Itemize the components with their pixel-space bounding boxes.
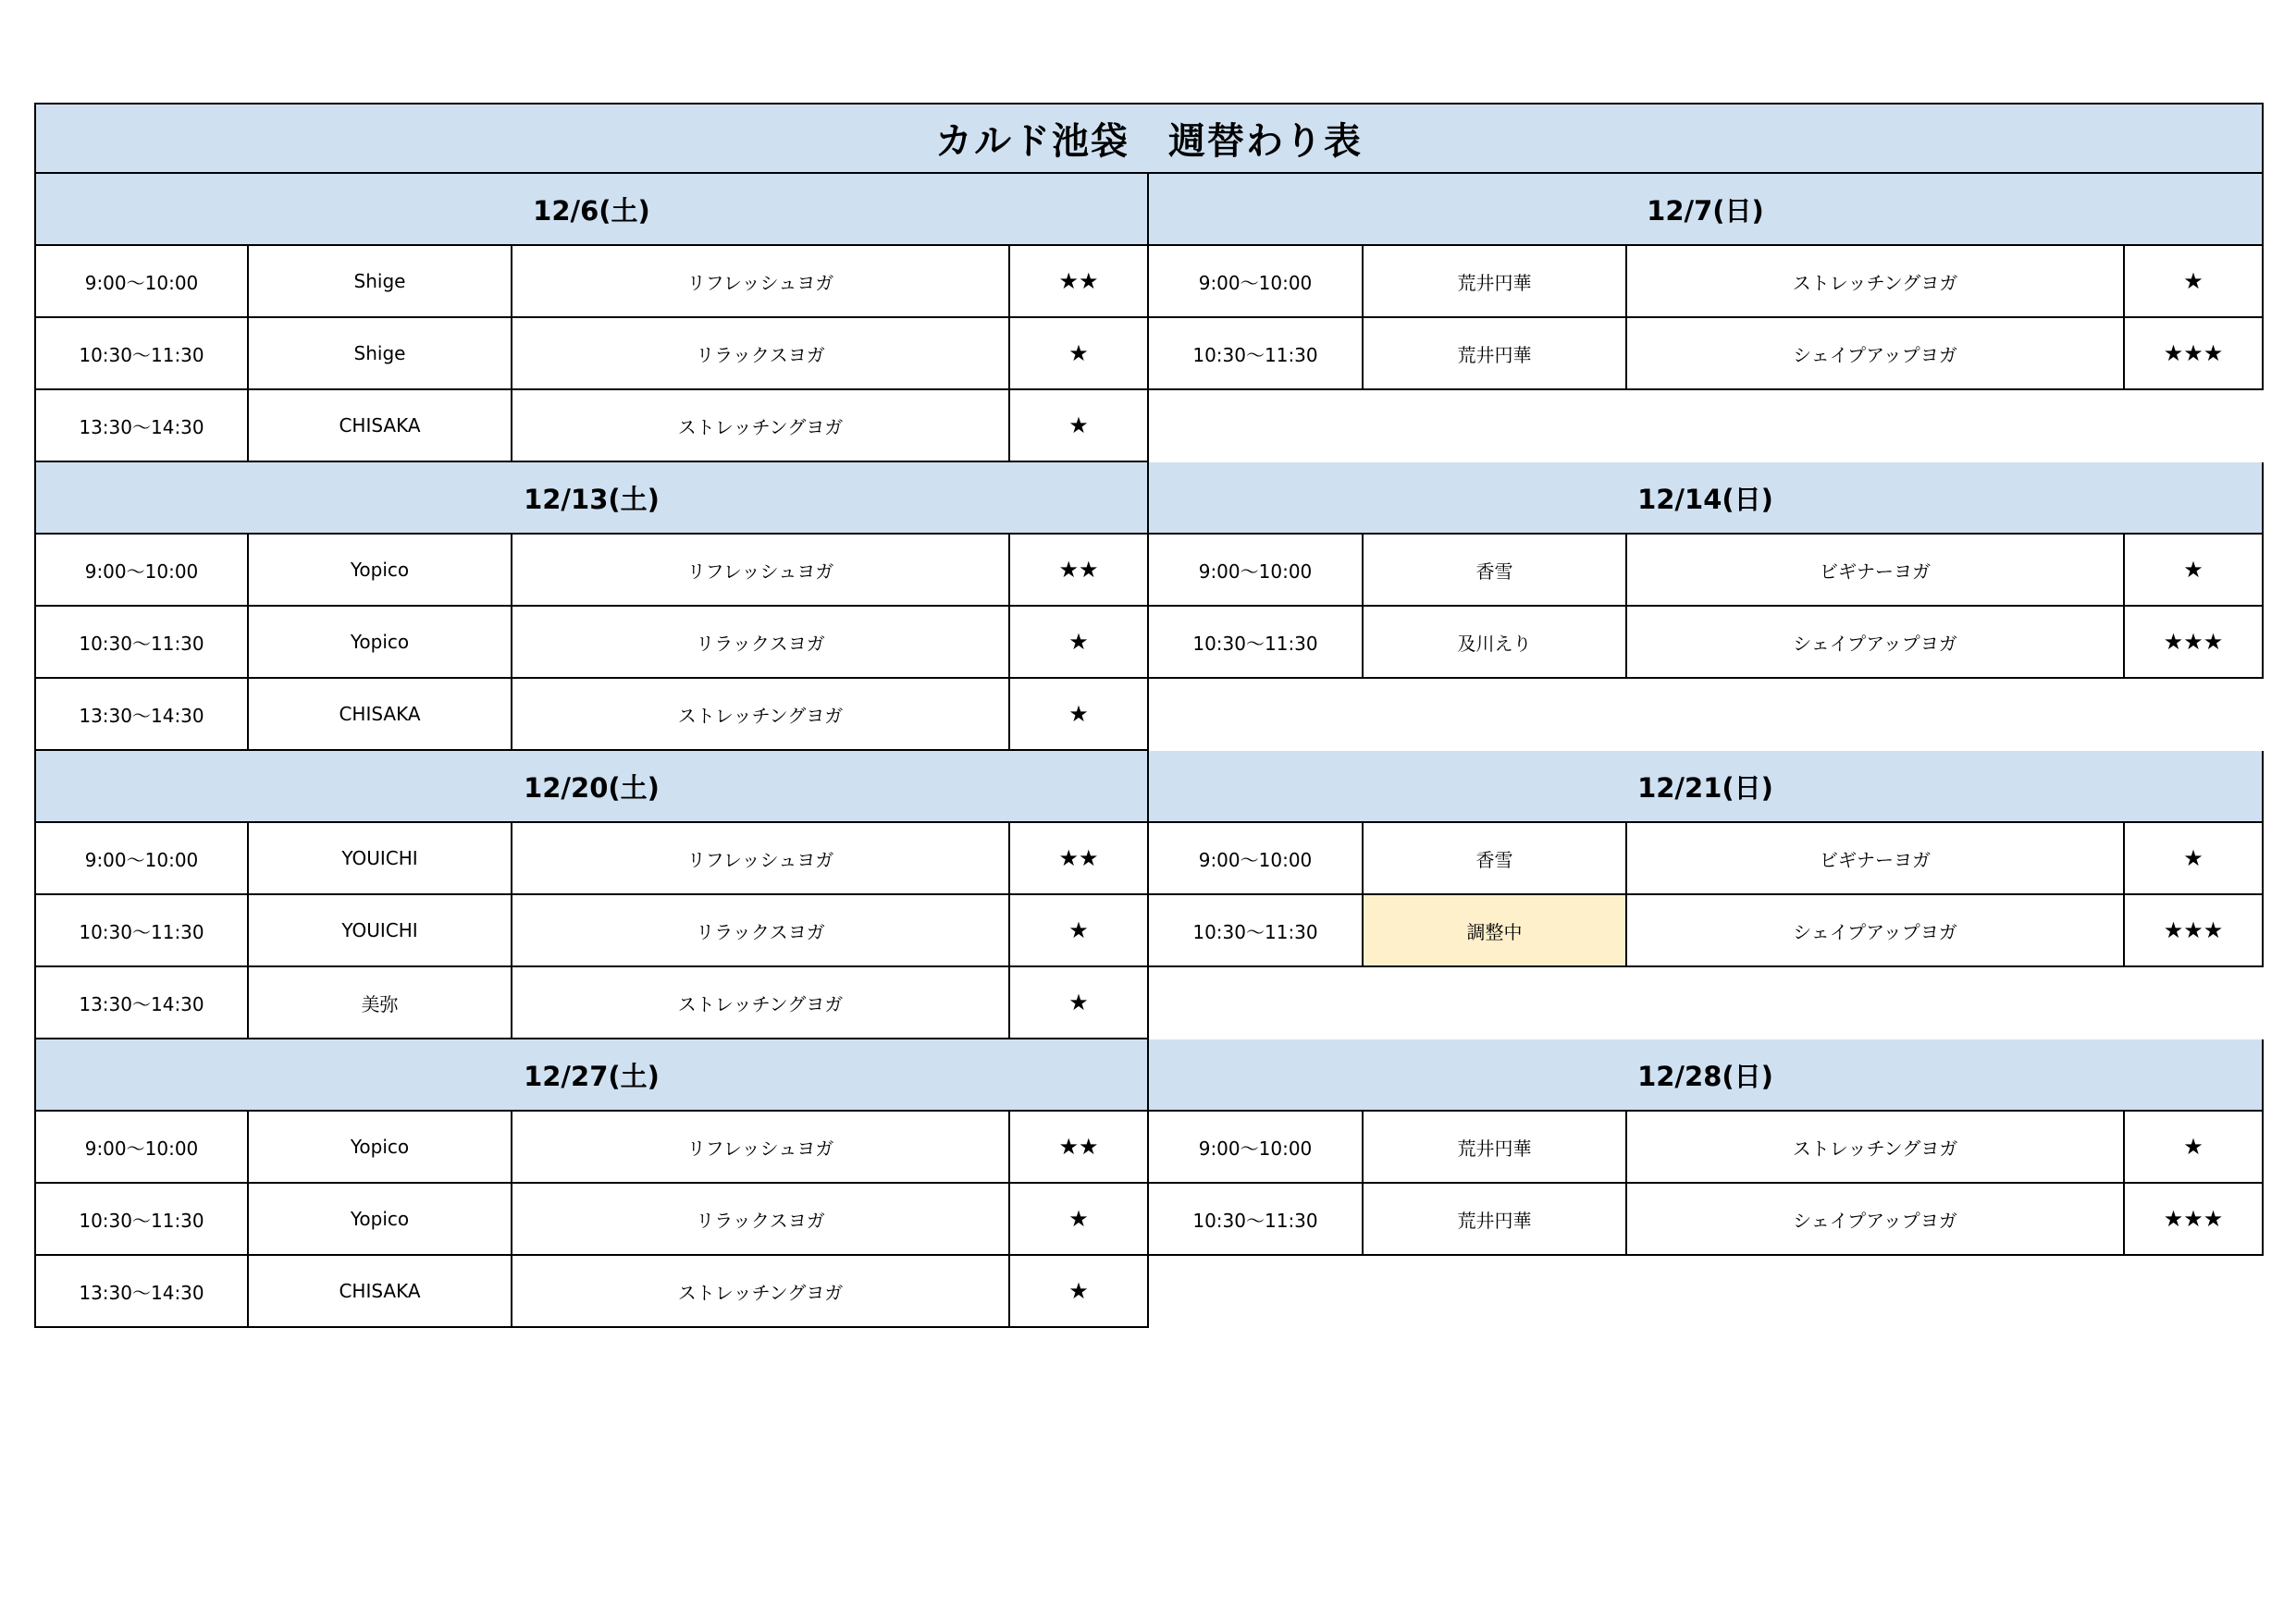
instructor-cell: CHISAKA	[249, 390, 512, 462]
class-name-cell: リフレッシュヨガ	[512, 823, 1010, 895]
sunday-column	[1149, 1039, 2264, 1328]
level-cell: ★	[1010, 318, 1149, 390]
level-cell: ★	[2125, 823, 2264, 895]
instructor-cell: Yopico	[249, 607, 512, 679]
schedule-row	[34, 246, 1149, 318]
empty-row	[1149, 679, 2264, 751]
class-name-cell: リラックスヨガ	[512, 895, 1010, 967]
time-cell: 9:00～10:00	[34, 246, 249, 318]
instructor-cell: Shige	[249, 318, 512, 390]
instructor-cell: 荒井円華	[1364, 318, 1627, 390]
schedule-row	[34, 390, 1149, 462]
time-cell: 10:30～11:30	[34, 318, 249, 390]
time-cell: 10:30～11:30	[1149, 1184, 1364, 1256]
week-block	[34, 1039, 2264, 1328]
class-name-cell: リラックスヨガ	[512, 607, 1010, 679]
class-name-cell: ストレッチングヨガ	[512, 967, 1010, 1039]
day-header: 12/14(日)	[1149, 462, 2264, 535]
class-name-cell: シェイプアップヨガ	[1627, 895, 2125, 967]
instructor-cell: Yopico	[249, 1112, 512, 1184]
instructor-cell: Yopico	[249, 1184, 512, 1256]
level-cell: ★	[1010, 967, 1149, 1039]
time-cell: 9:00～10:00	[34, 1112, 249, 1184]
class-name-cell: ストレッチングヨガ	[1627, 246, 2125, 318]
class-name-cell: シェイプアップヨガ	[1627, 1184, 2125, 1256]
day-header: 12/21(日)	[1149, 751, 2264, 823]
class-name-cell: リフレッシュヨガ	[512, 535, 1010, 607]
level-cell: ★	[1010, 895, 1149, 967]
week-block	[34, 462, 2264, 751]
instructor-cell: CHISAKA	[249, 1256, 512, 1328]
schedule-row	[34, 607, 1149, 679]
time-cell: 13:30～14:30	[34, 1256, 249, 1328]
instructor-cell: 荒井円華	[1364, 1184, 1627, 1256]
schedule-row	[1149, 895, 2264, 967]
time-cell: 10:30～11:30	[34, 895, 249, 967]
time-cell: 10:30～11:30	[1149, 607, 1364, 679]
time-cell: 10:30～11:30	[1149, 318, 1364, 390]
schedule-row	[34, 895, 1149, 967]
schedule-row	[34, 823, 1149, 895]
page-title: カルド池袋 週替わり表	[34, 103, 2264, 174]
saturday-column	[34, 462, 1149, 751]
time-cell: 13:30～14:30	[34, 967, 249, 1039]
instructor-cell: 香雪	[1364, 823, 1627, 895]
level-cell: ★	[2125, 1112, 2264, 1184]
time-cell: 9:00～10:00	[1149, 535, 1364, 607]
schedule-row	[1149, 607, 2264, 679]
schedule-row	[34, 318, 1149, 390]
class-name-cell: ストレッチングヨガ	[512, 1256, 1010, 1328]
class-name-cell: シェイプアップヨガ	[1627, 318, 2125, 390]
schedule-sheet	[34, 103, 2264, 1328]
level-cell: ★★	[1010, 1112, 1149, 1184]
schedule-row	[1149, 246, 2264, 318]
sunday-column	[1149, 462, 2264, 751]
saturday-column	[34, 751, 1149, 1039]
instructor-cell: Shige	[249, 246, 512, 318]
time-cell: 10:30～11:30	[1149, 895, 1364, 967]
level-cell: ★★★	[2125, 895, 2264, 967]
class-name-cell: ストレッチングヨガ	[512, 679, 1010, 751]
level-cell: ★	[2125, 535, 2264, 607]
week-block	[34, 174, 2264, 462]
instructor-cell: 香雪	[1364, 535, 1627, 607]
saturday-column	[34, 174, 1149, 462]
schedule-row	[1149, 535, 2264, 607]
level-cell: ★★	[1010, 246, 1149, 318]
schedule-row	[1149, 1184, 2264, 1256]
schedule-row	[1149, 318, 2264, 390]
instructor-cell: 調整中	[1364, 895, 1627, 967]
time-cell: 13:30～14:30	[34, 679, 249, 751]
day-header: 12/6(土)	[34, 174, 1149, 246]
day-header: 12/20(土)	[34, 751, 1149, 823]
schedule-row	[34, 679, 1149, 751]
week-block	[34, 751, 2264, 1039]
time-cell: 9:00～10:00	[1149, 246, 1364, 318]
empty-row	[1149, 967, 2264, 1039]
instructor-cell: 美弥	[249, 967, 512, 1039]
instructor-cell: YOUICHI	[249, 895, 512, 967]
schedule-row	[34, 1184, 1149, 1256]
level-cell: ★★★	[2125, 607, 2264, 679]
level-cell: ★★	[1010, 535, 1149, 607]
time-cell: 9:00～10:00	[34, 535, 249, 607]
class-name-cell: リフレッシュヨガ	[512, 246, 1010, 318]
time-cell: 9:00～10:00	[1149, 1112, 1364, 1184]
sunday-column	[1149, 751, 2264, 1039]
schedule-row	[34, 1256, 1149, 1328]
empty-row	[1149, 1256, 2264, 1328]
level-cell: ★★★	[2125, 318, 2264, 390]
empty-row	[1149, 390, 2264, 462]
weeks-container	[34, 174, 2264, 1328]
time-cell: 10:30～11:30	[34, 607, 249, 679]
level-cell: ★	[1010, 1184, 1149, 1256]
time-cell: 9:00～10:00	[1149, 823, 1364, 895]
instructor-cell: CHISAKA	[249, 679, 512, 751]
level-cell: ★	[1010, 679, 1149, 751]
instructor-cell: 荒井円華	[1364, 1112, 1627, 1184]
time-cell: 13:30～14:30	[34, 390, 249, 462]
class-name-cell: ビギナーヨガ	[1627, 535, 2125, 607]
class-name-cell: シェイプアップヨガ	[1627, 607, 2125, 679]
level-cell: ★	[2125, 246, 2264, 318]
instructor-cell: 荒井円華	[1364, 246, 1627, 318]
class-name-cell: リフレッシュヨガ	[512, 1112, 1010, 1184]
schedule-row	[34, 967, 1149, 1039]
day-header: 12/7(日)	[1149, 174, 2264, 246]
schedule-row	[34, 1112, 1149, 1184]
level-cell: ★	[1010, 390, 1149, 462]
instructor-cell: Yopico	[249, 535, 512, 607]
day-header: 12/28(日)	[1149, 1039, 2264, 1112]
schedule-row	[34, 535, 1149, 607]
level-cell: ★	[1010, 607, 1149, 679]
instructor-cell: YOUICHI	[249, 823, 512, 895]
schedule-row	[1149, 1112, 2264, 1184]
level-cell: ★	[1010, 1256, 1149, 1328]
level-cell: ★★	[1010, 823, 1149, 895]
class-name-cell: リラックスヨガ	[512, 318, 1010, 390]
class-name-cell: リラックスヨガ	[512, 1184, 1010, 1256]
class-name-cell: ビギナーヨガ	[1627, 823, 2125, 895]
day-header: 12/27(土)	[34, 1039, 1149, 1112]
time-cell: 9:00～10:00	[34, 823, 249, 895]
day-header: 12/13(土)	[34, 462, 1149, 535]
class-name-cell: ストレッチングヨガ	[1627, 1112, 2125, 1184]
schedule-row	[1149, 823, 2264, 895]
time-cell: 10:30～11:30	[34, 1184, 249, 1256]
sunday-column	[1149, 174, 2264, 462]
saturday-column	[34, 1039, 1149, 1328]
class-name-cell: ストレッチングヨガ	[512, 390, 1010, 462]
instructor-cell: 及川えり	[1364, 607, 1627, 679]
level-cell: ★★★	[2125, 1184, 2264, 1256]
